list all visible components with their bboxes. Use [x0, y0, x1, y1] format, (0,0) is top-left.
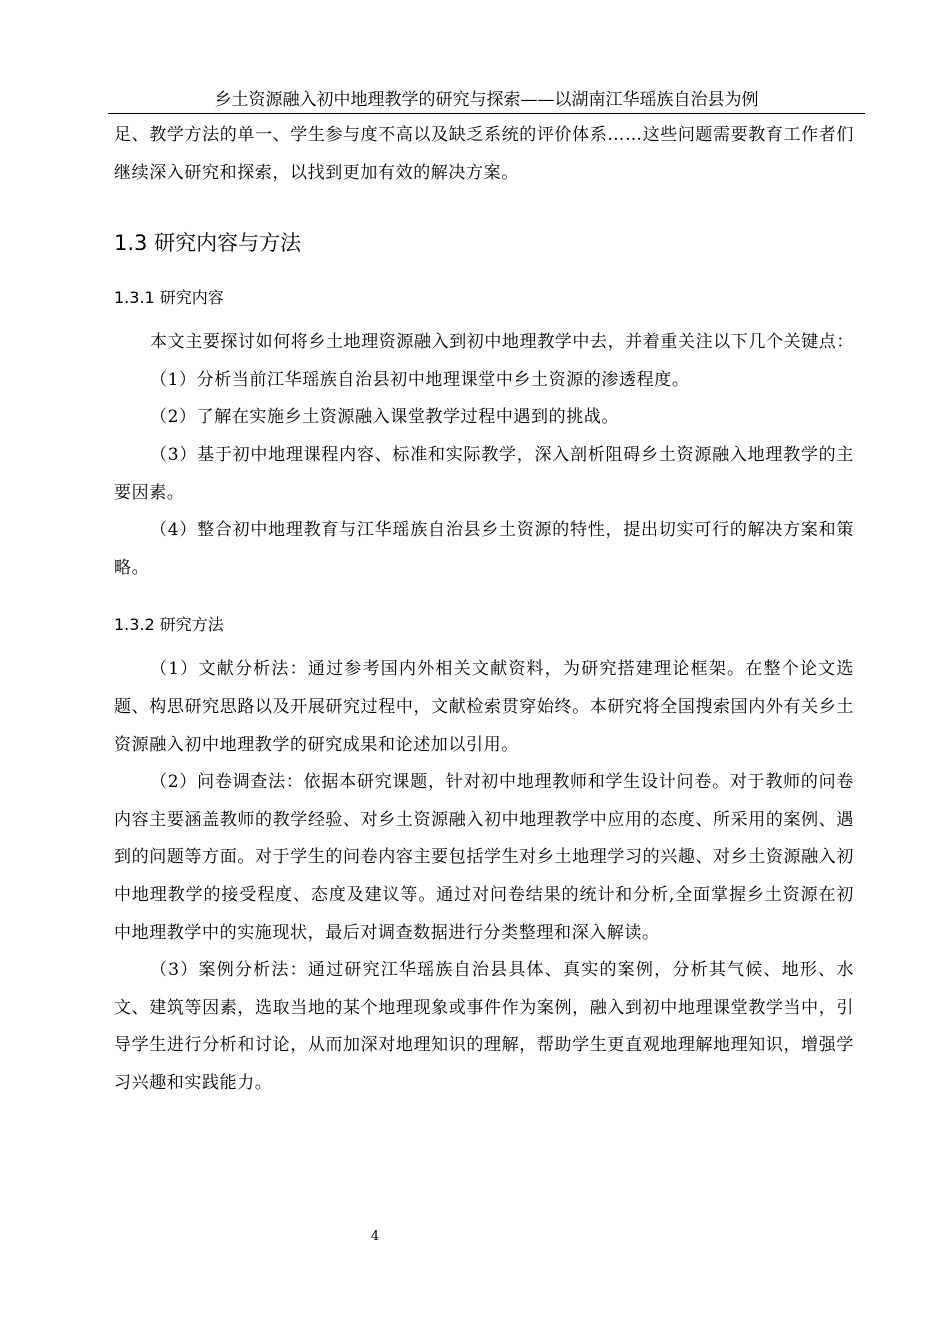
section-heading-1-3: 1.3 研究内容与方法	[114, 231, 302, 256]
page-content	[114, 117, 854, 1102]
subsection-heading-1-3-2: 1.3.2 研究方法	[114, 615, 224, 635]
research-methods-block	[114, 651, 854, 1102]
page-number: 4	[370, 1229, 380, 1244]
subsection-heading-1-3-1: 1.3.1 研究内容	[114, 288, 224, 308]
research-content-item: （2）了解在实施乡土资源融入课堂教学过程中遇到的挑战。	[150, 407, 620, 428]
research-content-item: （4）整合初中地理教育与江华瑶族自治县乡土资源的特性，提出切实可行的解决方案和策略。	[114, 520, 854, 578]
method-literature-analysis: （1）文献分析法：通过参考国内外相关文献资料，为研究搭建理论框架。在整个论文选题、构思研究思路以及开展研究过程中，文献检索贯穿始终。本研究将全国搜索国内外有关乡土资源融入初中地理教学的研究成果和论述加以引用。	[114, 659, 854, 755]
running-header: 乡土资源融入初中地理教学的研究与探索——以湖南江华瑶族自治县为例	[214, 90, 759, 110]
page-number-footer	[0, 1228, 950, 1246]
research-content-lead: 本文主要探讨如何将乡土地理资源融入到初中地理教学中去，并着重关注以下几个关键点：	[150, 332, 854, 353]
header-rule	[108, 113, 865, 114]
method-case-analysis: （3）案例分析法：通过研究江华瑶族自治县具体、真实的案例，分析其气候、地形、水文、建筑等因素，选取当地的某个地理现象或事件作为案例，融入到初中地理课堂教学当中，引导学生进行分析和讨论，从而加深对地理知识的理解，帮助学生更直观地理解地理知识，增强学习兴趣和实践能力。	[114, 960, 854, 1093]
method-questionnaire-survey: （2）问卷调查法：依据本研究课题，针对初中地理教师和学生设计问卷。对于教师的问卷内容主要涵盖教师的教学经验、对乡土资源融入初中地理教学中应用的态度、所采用的案例、遇到的问题等方面。对于学生的问卷内容主要包括学生对乡土地理学习的兴趣、对乡土资源融入初中地理教学的接受程度、态度及建议等。通过对问卷结果的统计和分析,全面掌握乡土资源在初中地理教学中的实施现状，最后对调查数据进行分类整理和深入解读。	[114, 772, 854, 943]
research-content-item: （1）分析当前江华瑶族自治县初中地理课堂中乡土资源的渗透程度。	[150, 369, 690, 390]
intro-continued-paragraph: 足、教学方法的单一、学生参与度不高以及缺乏系统的评价体系……这些问题需要教育工作者们继续深入研究和探索，以找到更加有效的解决方案。	[114, 125, 854, 183]
research-content-block	[114, 324, 854, 587]
research-content-item: （3）基于初中地理课程内容、标准和实际教学，深入剖析阻碍乡土资源融入地理教学的主要因素。	[114, 444, 854, 503]
